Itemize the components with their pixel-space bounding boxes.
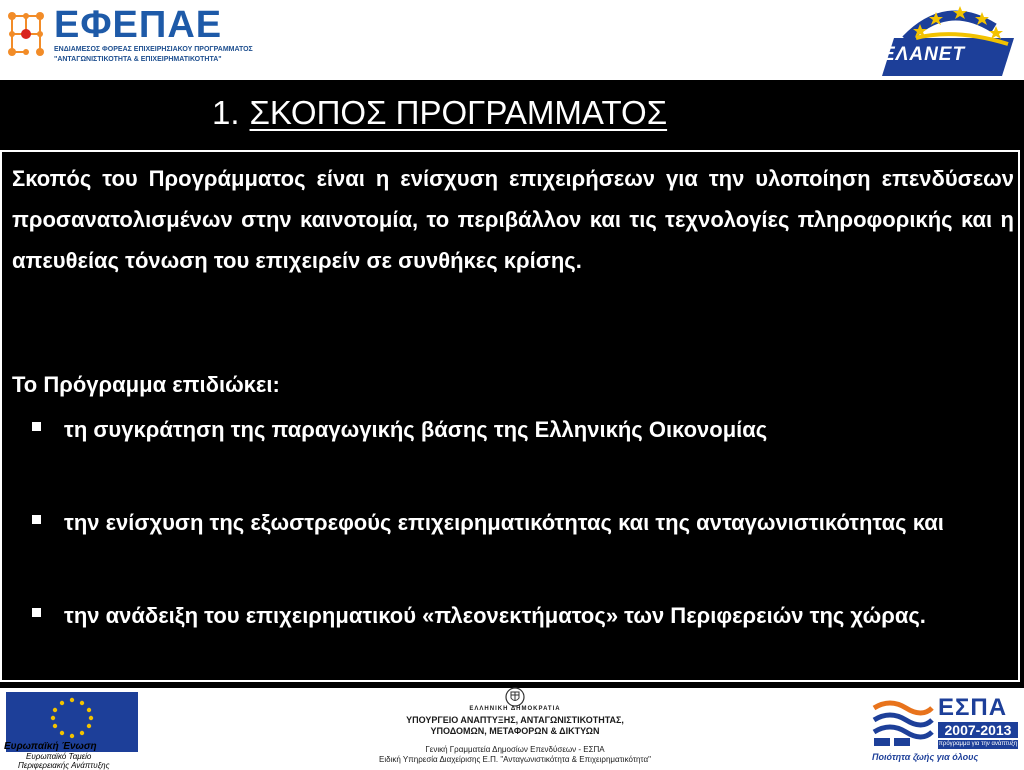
square-bullet-icon (32, 608, 41, 617)
lead-line: Το Πρόγραμμα επιδιώκει: (12, 372, 280, 397)
eu-label: Ευρωπαϊκή Ένωση (4, 741, 97, 752)
ministry-block (330, 688, 700, 768)
elanet-emblem-icon (876, 4, 1016, 78)
elanet-logo (876, 4, 1016, 78)
espa-slogan: Ποιότητα ζωής για όλους (872, 752, 979, 762)
bullet-text: την ενίσχυση της εξωστρεφούς επιχειρηματικότητας και της ανταγωνιστικότητας και (64, 510, 944, 535)
efepae-network-icon (4, 8, 48, 60)
espa-waves-icon (870, 696, 934, 748)
bullet-text: την ανάδειξη του επιχειρηματικού «πλεονεκτήματος» των Περιφερειών της χώρας. (64, 603, 926, 628)
content-box (0, 150, 1020, 682)
square-bullet-icon (32, 515, 41, 524)
slide-title-text: ΣΚΟΠΟΣ ΠΡΟΓΡΑΜΜΑΤΟΣ (249, 94, 668, 131)
eu-fund-line-1: Ευρωπαϊκό Ταμείο (26, 752, 92, 761)
ministry-line-4: Γενική Γραμματεία Δημοσίων Επενδύσεων - ΕΣΠΑ (425, 745, 605, 754)
intro-paragraph: Σκοπός του Προγράμματος είναι η ενίσχυση επιχειρήσεων για την υλοποίηση επενδύσεων προσανατολισμένων στην καινοτομία, το περιβάλλον και τις τεχνολογίες πληροφορικής και η απευθείας τόνωση του επιχειρείν σε συνθήκες κρίσης. (12, 166, 1014, 273)
espa-years: 2007-2013 (938, 722, 1018, 738)
eu-fund-line-2: Περιφερειακής Ανάπτυξης (18, 761, 110, 770)
slide-title-number: 1. (212, 94, 240, 131)
espa-name: ΕΣΠΑ (938, 694, 1008, 721)
ministry-line-1: ΕΛΛΗΝΙΚΗ ΔΗΜΟΚΡΑΤΙΑ (469, 706, 561, 712)
espa-logo (870, 696, 1020, 766)
ministry-line-2: ΥΠΟΥΡΓΕΙΟ ΑΝΑΠΤΥΞΗΣ, ΑΝΤΑΓΩΝΙΣΤΙΚΟΤΗΤΑΣ, (406, 715, 624, 725)
top-header (0, 0, 1024, 80)
ministry-line-3: ΥΠΟΔΟΜΩΝ, ΜΕΤΑΦΟΡΩΝ & ΔΙΚΤΥΩΝ (430, 726, 600, 736)
bullet-text: τη συγκράτηση της παραγωγικής βάσης της Ελληνικής Οικονομίας (64, 417, 768, 442)
hellenic-republic-emblem-icon (504, 686, 526, 708)
efepae-subtitle-1: ΕΝΔΙΑΜΕΣΟΣ ΦΟΡΕΑΣ ΕΠΙΧΕΙΡΗΣΙΑΚΟΥ ΠΡΟΓΡΑΜΜΑΤΟΣ (54, 46, 253, 53)
espa-band: πρόγραμμα για την ανάπτυξη (938, 741, 1018, 747)
square-bullet-icon (32, 422, 41, 431)
efepae-logo (4, 4, 264, 74)
slide-area (0, 80, 1024, 688)
ministry-line-5: Ειδική Υπηρεσία Διαχείρισης Ε.Π. "Ανταγωνιστικότητα & Επιχειρηματικότητα" (379, 755, 651, 764)
efepae-subtitle-2: "ΑΝΤΑΓΩΝΙΣΤΙΚΟΤΗΤΑ & ΕΠΙΧΕΙΡΗΜΑΤΙΚΟΤΗΤΑ" (54, 56, 222, 63)
footer (0, 688, 1024, 768)
title-bar (0, 80, 1024, 152)
elanet-name: ΕΛΑΝΕΤ (882, 44, 966, 65)
efepae-name: ΕΦΕΠΑΕ (54, 4, 223, 46)
slide-title (212, 94, 667, 132)
